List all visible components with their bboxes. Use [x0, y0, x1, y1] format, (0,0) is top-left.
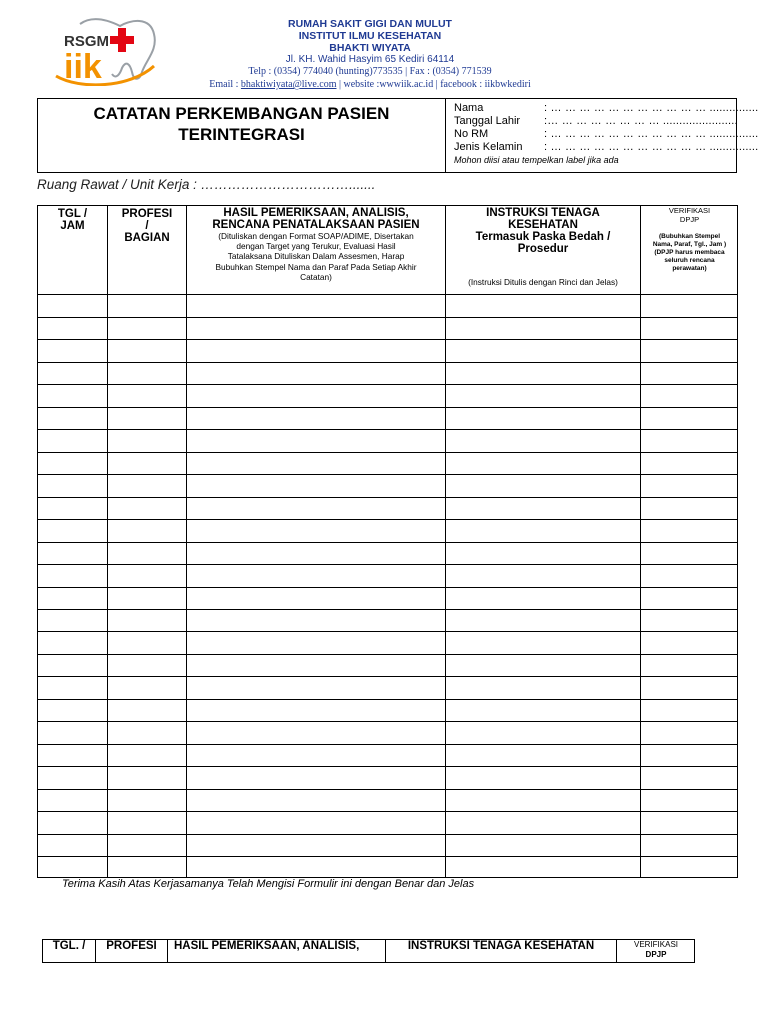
repeat-col-profesi: PROFESI: [106, 940, 157, 952]
form-title: CATATAN PERKEMBANGAN PASIEN TERINTEGRASI: [93, 104, 390, 144]
hospital-name-line1: RUMAH SAKIT GIGI DAN MULUT: [288, 18, 452, 30]
hospital-phone: Telp : (0354) 774040 (hunting)773535 | Fax : (0354) 771539: [248, 66, 492, 77]
repeat-col-verifikasi: VERIFIKASI DPJP: [633, 940, 678, 959]
repeat-col-tgl: TGL. /: [52, 940, 86, 952]
footer-thank-you-note: Terima Kasih Atas Kerjasamanya Telah Mengisi Formulir ini dengan Benar dan Jelas: [62, 878, 475, 890]
form-title-box: CATATAN PERKEMBANGAN PASIEN TERINTEGRASI Nama : … … … … … … … … … … … ............... Tanggal Lahir :… … … … … … … … ....................... No RM : … … … … … … … … … … … ............... Jenis Kelamin : … … … … … … … … … … … ............... Mohon diisi atau tempelkan label jika ada: [37, 98, 737, 173]
hospital-name-line3: BHAKTI WIYATA: [329, 42, 411, 54]
hospital-name-line2: INSTITUT ILMU KESEHATAN: [298, 30, 442, 42]
email-link[interactable]: bhaktiwiyata@live.com: [240, 79, 337, 90]
logo-iik-text: iik: [64, 48, 102, 86]
progress-notes-table: [37, 205, 738, 878]
col-header-hasil-pemeriksaan: HASIL PEMERIKSAAN, ANALISIS, RENCANA PENATALAKSAAN PASIEN (Dituliskan dengan Format SOAP/ADIME, Disertakan dengan Target yang Terukur, Evaluasi Hasil Tatalaksana Dituliskan Dalam Assesmen, Harap Bubuhkan Stempel Nama dan Paraf Pada Setiap Akhir Catatan): [212, 207, 420, 282]
col-header-verifikasi: VERIFIKASI DPJP (Bubuhkan Stempel Nama, Paraf, Tgl., Jam ) (DPJP harus membaca seluruh rencana perawatan): [652, 206, 727, 272]
rsgm-iik-logo: [50, 16, 162, 86]
hospital-contact: Email : bhaktiwiyata@live.com | website :wwwiik.ac.id | facebook : iikbwkediri: [209, 79, 531, 90]
next-page-table-header: [42, 939, 695, 963]
hospital-address: Jl. KH. Wahid Hasyim 65 Kediri 64114: [285, 54, 455, 65]
patient-label-note: Mohon diisi atau tempelkan label jika ada: [454, 155, 619, 165]
col-header-instruksi-note: (Instruksi Ditulis dengan Rinci dan Jelas): [468, 277, 618, 287]
repeat-col-instruksi: INSTRUKSI TENAGA KESEHATAN: [407, 940, 595, 952]
col-header-instruksi: INSTRUKSI TENAGA KESEHATAN Termasuk Paska Bedah / Prosedur: [475, 207, 611, 255]
col-header-profesi: PROFESI / BAGIAN: [121, 208, 173, 244]
col-header-tgl-jam: TGL / JAM: [57, 208, 88, 232]
repeat-col-hasil: HASIL PEMERIKSAAN, ANALISIS,: [174, 940, 360, 952]
logo-rsgm-text: RSGM: [64, 33, 109, 50]
ward-field[interactable]: Ruang Rawat / Unit Kerja : …………………………….......: [37, 177, 376, 192]
